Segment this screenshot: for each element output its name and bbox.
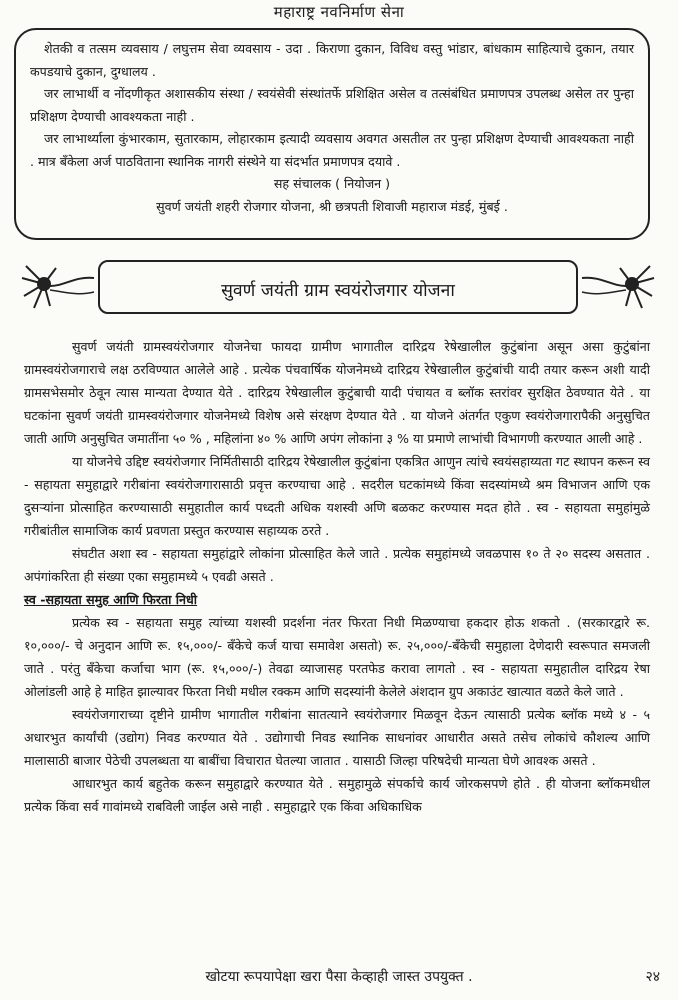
paragraph-scheme-objective: या योजनेचे उद्दिष्ट स्वयंरोजगार निर्मितीसाठी दारिद्रय रेषेखालील कुटुंबांना एकत्रित आणुन त्यांचे स्वयंसहाय्यता गट स्थापन करून स्व - सहायता समुहाद्वारे गरीबांना स्वयंरोजगारासाठी प्रवृत्त करण्याचा आहे . सदरील घटकांमध्ये किंवा सदस्यांमध्ये श्रम विभाजन आणि एक दुसऱ्यांना प्रोत्साहित करण्यासाठी समुहातील कार्य पध्दती अधिक यशस्वी अणि बळकट करण्यास मदत होते . स्व - सहायता समुहांमुळे गरीबांतील सामाजिक कार्य प्रवणता प्रस्तुत करण्यास सहाय्यक ठरते . [24, 454, 650, 538]
ornament-left-icon [20, 262, 96, 312]
section-title: सुवर्ण जयंती ग्राम स्वयंरोजगार योजना [221, 281, 455, 301]
subheading-revolving-fund [24, 588, 650, 611]
paragraph-key-activities: स्वयंरोजगाराच्या दृष्टीने ग्रामीण भागातील गरीबांना सातत्याने स्वयंरोजगार मिळवून देऊन त्यासाठी प्रत्येक ब्लॉक मध्ये ४ - ५ अधारभुत कार्यांची (उद्योग) निवड करण्यात येते . उद्योगाची निवड स्थानिक साधनांवर आधारीत असते तसेच लोकांचे कौशल्य आणि मालासाठी बाजार पेठेची उपलब्धता या बाबींचा विचारात घेतल्या जातात . यासाठी जिल्हा परिषदेची मान्यता घेणे आवश्क असते . [24, 707, 650, 768]
top-info-box [14, 28, 650, 240]
paragraph-revolving-fund: प्रत्येक स्व - सहायता समुह त्यांच्या यशस्वी प्रदर्शना नंतर फिरता निधी मिळण्याचा हकदार होऊ शकतो . (सरकारद्वारे रू. १०,०००/- चे अनुदान आणि रू. १५,०००/- बँकेचे कर्ज याचा समावेश असतो) रू. २५,०००/-बँकेची समुहाला देणेदारी स्वरूपात समजली जाते . परंतु बँकेचा कर्जाचा भाग (रू. १५,०००/-) तेवढा व्याजासह परतफेड करावा लागतो . स्व - सहायता समुहातील दारिद्रय रेषा ओलांडली आहे हे माहित झाल्यावर फिरता निधी मधील रक्कम आणि सदस्यांनी केलेले अंशदान ग्रुप अकाउंट खात्यात वळते केले जाते . [24, 615, 650, 699]
paragraph-scheme-intro: सुवर्ण जयंती ग्रामस्वयंरोजगार योजनेचा फायदा ग्रामीण भागातील दारिद्रय रेषेखालील कुटुंबांना असून असा कुटुंबांना ग्रामस्वयंरोजगाराचे लक्ष ठरविण्यात आलेले आहे . प्रत्येक पंचवार्षिक योजनेमध्ये दारिद्रय रेषेखालील कुटुंबांची यादी तयार करून अशी यादी ग्रामसभेसमोर ठेवून त्यास मान्यता देण्यात येते . दारिद्रय रेषेखालील कुटुंबाची यादी पंचायत व ब्लॉक स्तरांवर सुरक्षित ठेवण्यात येते . या घटकांना सुवर्ण जयंती ग्रामस्वयंरोजगार योजनेमध्ये विशेष असे संरक्षण देण्यात येते . या योजने अंतर्गत एकुण स्वयंरोजगारापैकी अनुसुचित जाती आणि अनुसुचित जमातींना ५० % , महिलांना ४० % आणि अपंग लोकांना ३ % या प्रमाणे लाभांची विभागणी करण्यात आली आहे . [24, 339, 650, 446]
paragraph-group-size: संघटीत अशा स्व - सहायता समुहांद्वारे लोकांना प्रोत्साहित केले जाते . प्रत्येक समुहांमध्ये जवळपास १० ते २० सदस्य असतात . अपंगांकरिता ही संख्या एका समुहामध्ये ५ एवढी असते . [24, 546, 650, 584]
subheading-text: स्व -सहायता समुह आणि फिरता निधी [24, 592, 198, 607]
paragraph-group-activities: आधारभुत कार्य बहुतेक करून समुहाद्वारे करण्यात येते . समुहामुळे संपर्काचे कार्य जोरकसपणे होते . ही योजना ब्लॉकमधील प्रत्येक किंवा सर्व गावांमध्ये राबविली जाईल असे नाही . समुहाद्वारे एक किंवा अधिकाधिक [24, 776, 650, 814]
signatory-office: सुवर्ण जयंती शहरी रोजगार योजना, श्री छत्रपती शिवाजी महाराज मंडई, मुंबई . [156, 198, 508, 214]
section-title-banner [18, 254, 658, 322]
main-body [24, 335, 650, 818]
paragraph-training-certificate: जर लाभार्थी व नोंदणीकृत अशासकीय संस्था / स्वयंसेवी संस्थांतर्फे प्रशिक्षित असेल व तत्संबंधित प्रमाणपत्र उपलब्ध असेल तर पुन्हा प्रशिक्षण देण्याची आवश्यकता नाही . [30, 86, 634, 124]
ornament-right-icon [580, 262, 656, 312]
signatory-designation: सह संचालक ( नियोजन ) [273, 176, 391, 191]
paragraph-business-types: शेतकी व तत्सम व्यवसाय / लघुत्तम सेवा व्यवसाय - उदा . किराणा दुकान, विविध वस्तु भांडार, बांधकाम साहित्याचे दुकान, तयार कपडयाचे दुकान, दुग्धालय . [30, 41, 634, 79]
page-header-title: महाराष्ट्र नवनिर्माण सेना [273, 3, 405, 21]
footer-tagline: खोटया रूपयापेक्षा खरा पैसा केव्हाही जास्त उपयुक्त . [205, 969, 473, 985]
paragraph-skilled-trades: जर लाभार्थ्याला कुंभारकाम, सुतारकाम, लोहारकाम इत्यादी व्यवसाय अवगत असतील तर पुन्हा प्रशिक्षण देण्याची आवश्यकता नाही . मात्र बँकेला अर्ज पाठविताना स्थानिक नागरी संस्थेने या संदर्भात प्रमाणपत्र दयावे . [30, 131, 634, 169]
page-number: २४ [645, 969, 660, 985]
